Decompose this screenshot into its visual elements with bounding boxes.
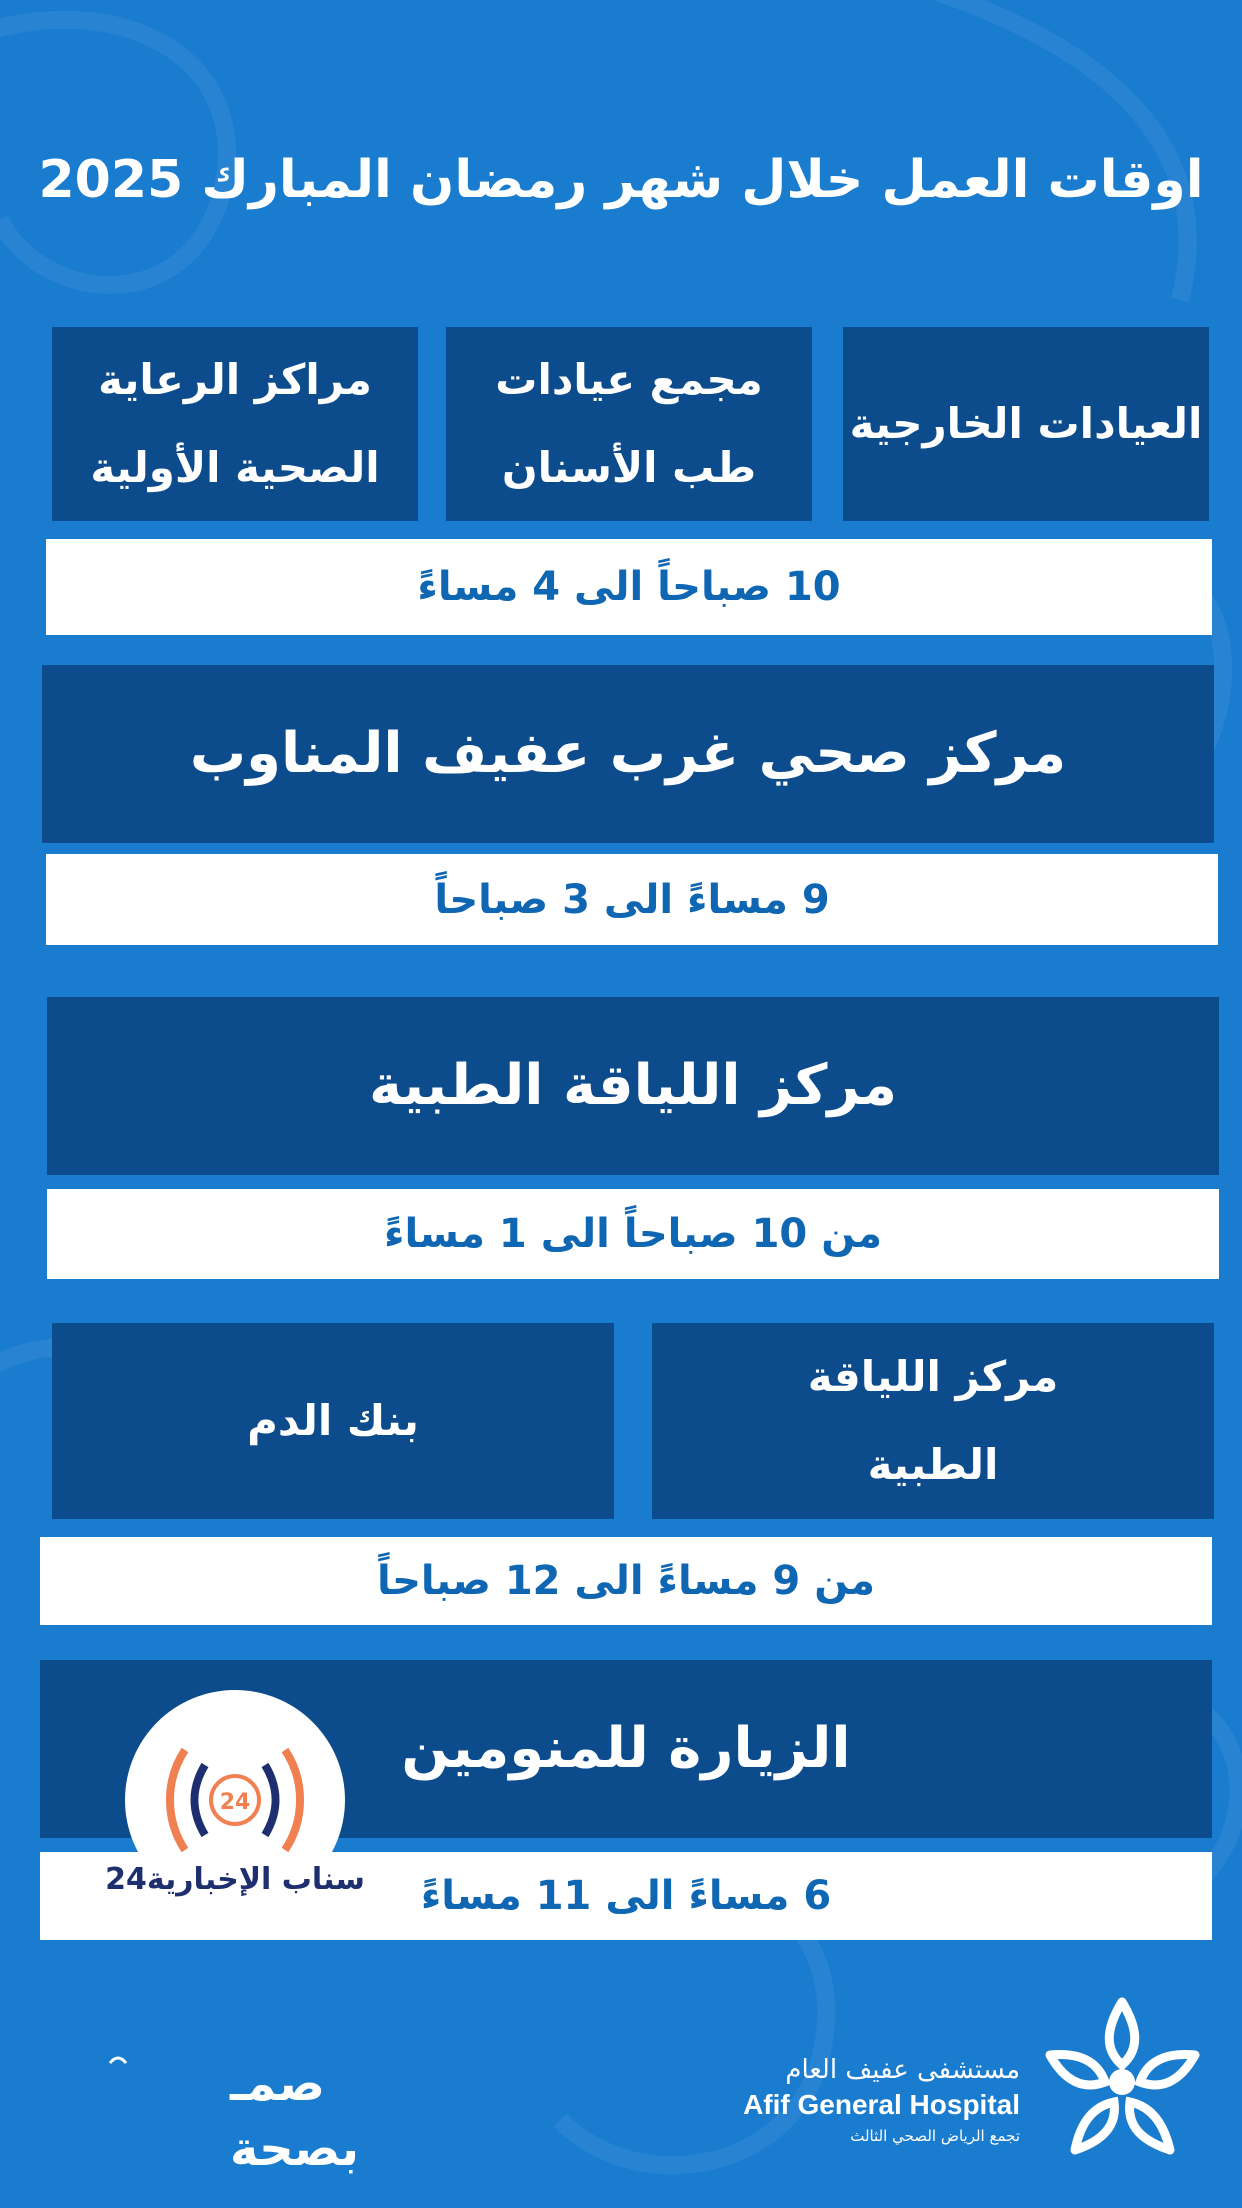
hours-row2: 9 مساءً الى 3 صباحاً (46, 854, 1218, 945)
clinic-box-line: مركز اللياقة (807, 1352, 1059, 1401)
clinic-box-line: العيادات الخارجية (849, 399, 1203, 448)
campaign-logo (70, 2045, 360, 2185)
hours-row4: من 9 مساءً الى 12 صباحاً (40, 1537, 1212, 1625)
center-name: مركز اللياقة الطبية (369, 1053, 897, 1118)
hospital-name-en: Afif General Hospital (743, 2089, 1020, 2120)
clinic-box-dental (446, 327, 812, 521)
hours-row1: 10 صباحاً الى 4 مساءً (46, 539, 1212, 635)
clinic-box-line: بنك الدم (247, 1396, 419, 1445)
health-cluster-name: تجمع الرياض الصحي الثالث (850, 2127, 1020, 2145)
center-box-west-afif (42, 665, 1214, 843)
crescent-icon (110, 2058, 126, 2063)
campaign-logo-line2: بصحة (230, 2121, 360, 2177)
campaign-logo-line1: صمـ (230, 2056, 325, 2112)
hospital-name-block (740, 2055, 1020, 2145)
page-title: اوقات العمل خلال شهر رمضان المبارك 2025 (38, 150, 1204, 210)
clinic-box-line: الصحية الأولية (90, 443, 380, 492)
clinic-box-blood-bank (52, 1323, 614, 1519)
center-name: مركز صحي غرب عفيف المناوب (189, 721, 1067, 786)
watermark-logo (100, 1690, 380, 1930)
watermark-badge: 24 (219, 1790, 251, 1815)
watermark-text: سناب الإخبارية24 (105, 1862, 365, 1897)
clinic-box-line: الطبية (867, 1440, 999, 1489)
center-box-fitness (47, 997, 1219, 1175)
health-cluster-star-emblem-icon (1035, 1990, 1210, 2165)
clinic-box-line: مراكز الرعاية (98, 355, 372, 404)
hours-row5: 6 مساءً الى 11 مساءً (40, 1852, 1212, 1940)
center-name: الزيارة للمنومين (401, 1716, 851, 1781)
clinic-box-outpatient (843, 327, 1209, 521)
hours-row3: من 10 صباحاً الى 1 مساءً (47, 1189, 1219, 1279)
hospital-name-ar: مستشفى عفيف العام (785, 2055, 1020, 2085)
clinic-box-line: طب الأسنان (501, 443, 757, 492)
clinic-box-primary-care (52, 327, 418, 521)
clinic-box-line: مجمع عيادات (495, 355, 763, 404)
clinic-box-fitness (652, 1323, 1214, 1519)
